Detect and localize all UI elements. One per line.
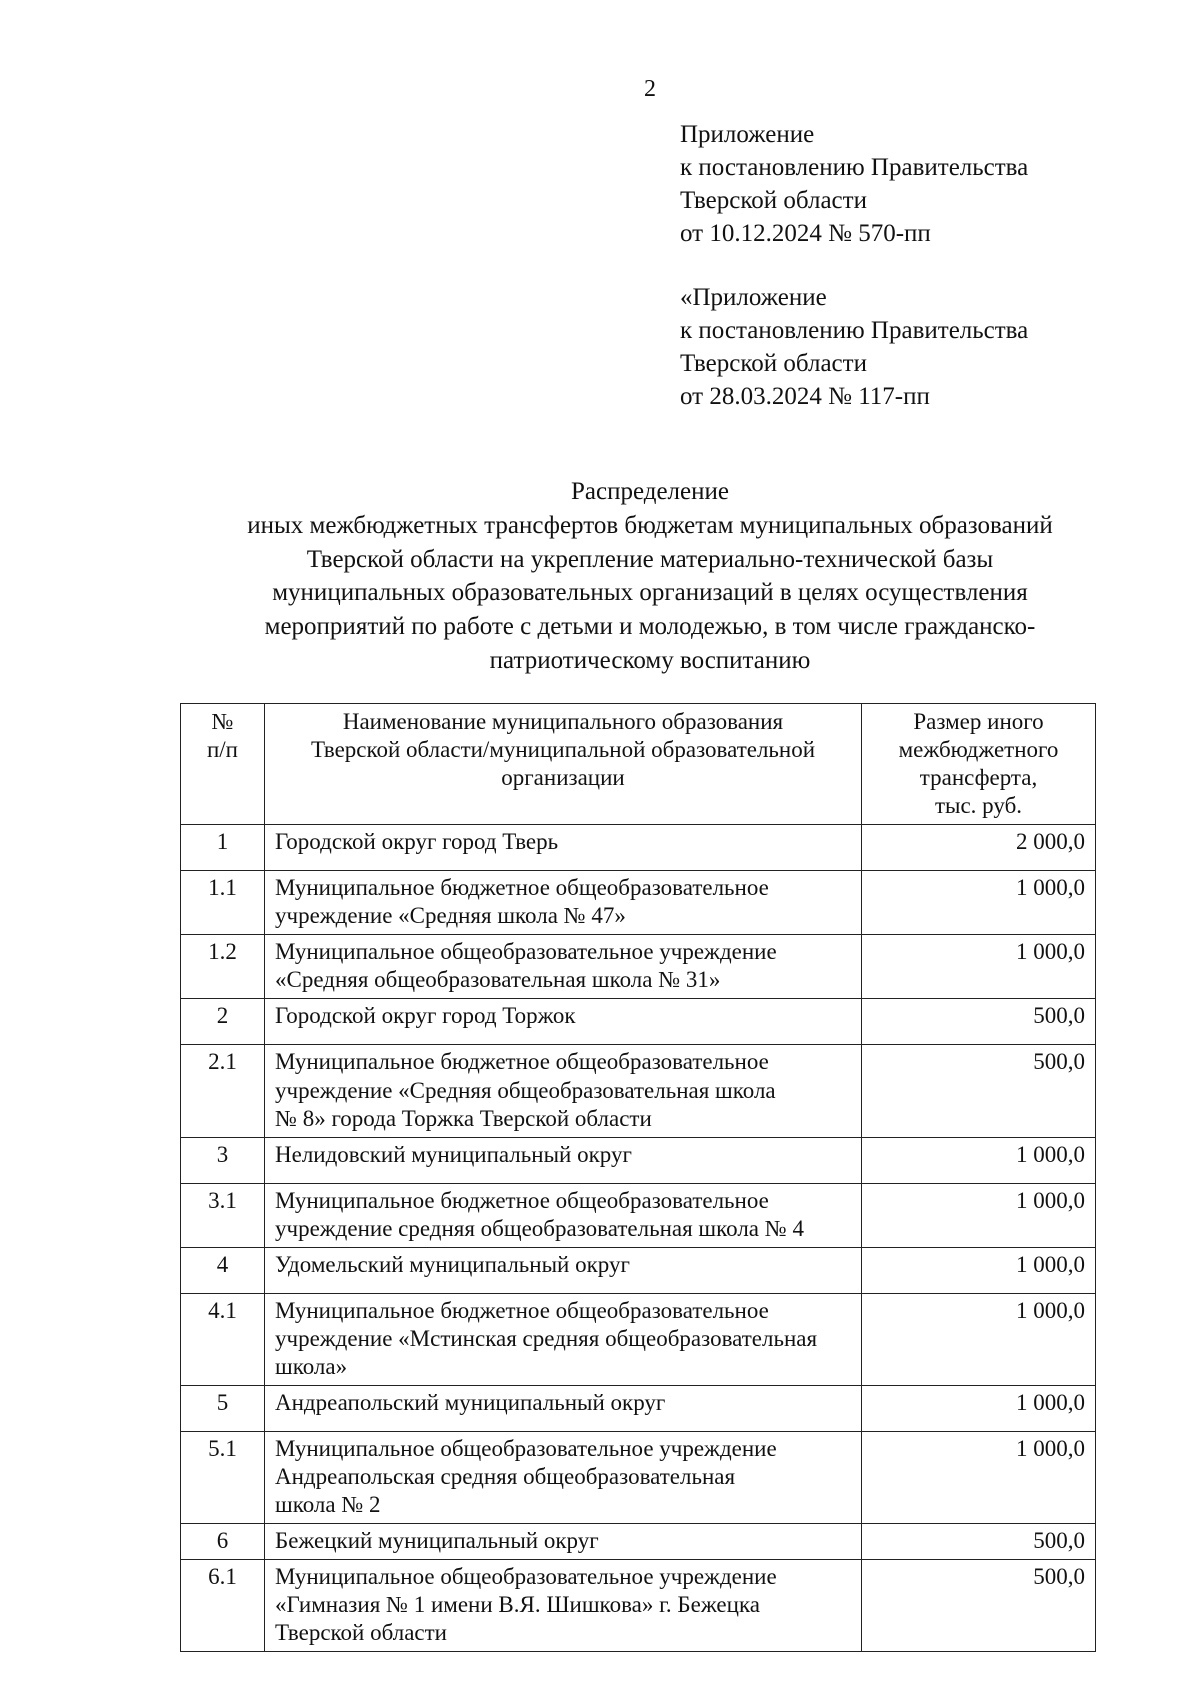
appendix-line: «Приложение: [680, 284, 827, 311]
table-row: [181, 1431, 1096, 1523]
appendix-line: Приложение: [680, 121, 815, 148]
row-name-line: Муниципальное бюджетное общеобразовательное: [275, 1187, 769, 1213]
row-amount: 500,0: [862, 1045, 1096, 1137]
table-row: [181, 935, 1096, 999]
row-amount: 1 000,0: [862, 1431, 1096, 1523]
appendix-current: [680, 118, 1180, 250]
row-name: [265, 935, 862, 999]
header-line: межбюджетного: [898, 737, 1059, 763]
header-line: Тверской области/муниципальной образовательной: [310, 737, 816, 763]
row-number: 2: [181, 999, 265, 1045]
table-row: [181, 871, 1096, 935]
appendix-line: Тверской области: [680, 350, 867, 377]
row-name-line: Муниципальное бюджетное общеобразовательное: [275, 1297, 769, 1323]
header-line: п/п: [206, 737, 238, 763]
row-name-line: Нелидовский муниципальный округ: [275, 1141, 632, 1167]
header-line: трансферта,: [919, 765, 1038, 791]
row-name: [265, 1560, 862, 1652]
header-amount: [862, 704, 1096, 825]
row-number: 5.1: [181, 1431, 265, 1523]
header-line: Наименование муниципального образования: [342, 709, 784, 734]
row-name: [265, 1183, 862, 1247]
row-name-line: Муниципальное общеобразовательное учреждение: [275, 1435, 777, 1461]
row-name: [265, 1045, 862, 1137]
row-number: 1.1: [181, 871, 265, 935]
row-number: 2.1: [181, 1045, 265, 1137]
appendix-line: от 28.03.2024 № 117-пп: [680, 383, 930, 410]
distribution-table: [180, 703, 1096, 1652]
row-amount: 1 000,0: [862, 1183, 1096, 1247]
title-line: мероприятий по работе с детьми и молодежью, в том числе гражданско-: [264, 613, 1036, 640]
row-amount: 500,0: [862, 1560, 1096, 1652]
appendix-line: к постановлению Правительства: [680, 317, 1029, 344]
title-line: Тверской области на укрепление материально-технической базы: [306, 545, 994, 573]
row-name-line: Тверской области: [275, 1620, 447, 1646]
appendix-original: [680, 281, 1180, 413]
row-name-line: «Средняя общеобразовательная школа № 31»: [275, 967, 721, 993]
title-line: иных межбюджетных трансфертов бюджетам муниципальных образований: [247, 511, 1053, 539]
row-name-line: Муниципальное общеобразовательное учреждение: [275, 939, 777, 965]
row-number: 6.1: [181, 1560, 265, 1652]
row-number: 3: [181, 1137, 265, 1183]
row-number: 5: [181, 1385, 265, 1431]
table-row: [181, 1524, 1096, 1560]
row-name-line: «Гимназия № 1 имени В.Я. Шишкова» г. Бежецка: [275, 1592, 760, 1618]
table-row: [181, 1293, 1096, 1385]
table-row: [181, 1247, 1096, 1293]
table-row: [181, 1137, 1096, 1183]
row-amount: 1 000,0: [862, 871, 1096, 935]
row-name: [265, 1293, 862, 1385]
row-number: 3.1: [181, 1183, 265, 1247]
document-title: [150, 475, 1150, 678]
row-name: [265, 825, 862, 871]
table-row: [181, 825, 1096, 871]
row-name-line: учреждение средняя общеобразовательная школа № 4: [275, 1215, 804, 1241]
row-amount: 1 000,0: [862, 1385, 1096, 1431]
row-name: [265, 1524, 862, 1560]
row-name-line: учреждение «Средняя школа № 47»: [275, 903, 626, 929]
row-number: 6: [181, 1524, 265, 1560]
row-name-line: Бежецкий муниципальный округ: [275, 1528, 599, 1554]
appendix-line: от 10.12.2024 № 570-пп: [680, 220, 931, 247]
table-row: [181, 1560, 1096, 1652]
row-name-line: школа»: [275, 1353, 348, 1379]
row-amount: 1 000,0: [862, 1247, 1096, 1293]
row-name-line: Муниципальное бюджетное общеобразовательное: [275, 1049, 769, 1075]
appendix-line: к постановлению Правительства: [680, 154, 1029, 181]
row-amount: 500,0: [862, 1524, 1096, 1560]
row-name-line: Муниципальное общеобразовательное учреждение: [275, 1564, 777, 1590]
row-name-line: Городской округ город Торжок: [275, 1003, 576, 1029]
header-line: Размер иного: [913, 709, 1044, 734]
header-line: организации: [501, 765, 625, 791]
table-row: [181, 1385, 1096, 1431]
title-line: Распределение: [571, 478, 729, 505]
row-name-line: № 8» города Торжка Тверской области: [275, 1105, 652, 1131]
row-name-line: школа № 2: [275, 1492, 381, 1518]
table-header-row: [181, 704, 1096, 825]
title-line: патриотическому воспитанию: [489, 646, 811, 674]
row-name: [265, 1247, 862, 1293]
row-amount: 1 000,0: [862, 1293, 1096, 1385]
header-number: [181, 704, 265, 825]
table-row: [181, 1183, 1096, 1247]
header-line: тыс. руб.: [934, 793, 1023, 819]
row-amount: 2 000,0: [862, 825, 1096, 871]
row-amount: 1 000,0: [862, 1137, 1096, 1183]
row-name: [265, 1431, 862, 1523]
row-number: 1: [181, 825, 265, 871]
header-name: [265, 704, 862, 825]
table-row: [181, 1045, 1096, 1137]
row-name-line: Андреапольский муниципальный округ: [275, 1389, 666, 1415]
appendix-line: Тверской области: [680, 187, 867, 214]
page-number: 2: [644, 76, 656, 102]
row-name: [265, 871, 862, 935]
row-name-line: Муниципальное бюджетное общеобразовательное: [275, 875, 769, 901]
row-name-line: Удомельский муниципальный округ: [275, 1251, 630, 1277]
row-number: 4.1: [181, 1293, 265, 1385]
row-name: [265, 1137, 862, 1183]
row-name-line: учреждение «Средняя общеобразовательная школа: [275, 1077, 776, 1103]
row-name-line: Городской округ город Тверь: [275, 829, 559, 855]
row-number: 4: [181, 1247, 265, 1293]
row-name-line: Андреапольская средняя общеобразовательная: [275, 1464, 736, 1490]
row-name: [265, 1385, 862, 1431]
row-amount: 1 000,0: [862, 935, 1096, 999]
table-row: [181, 999, 1096, 1045]
header-line: №: [211, 709, 234, 734]
row-name-line: учреждение «Мстинская средняя общеобразовательная: [275, 1325, 818, 1351]
row-name: [265, 999, 862, 1045]
row-number: 1.2: [181, 935, 265, 999]
title-line: муниципальных образовательных организаций в целях осуществления: [272, 579, 1028, 607]
row-amount: 500,0: [862, 999, 1096, 1045]
